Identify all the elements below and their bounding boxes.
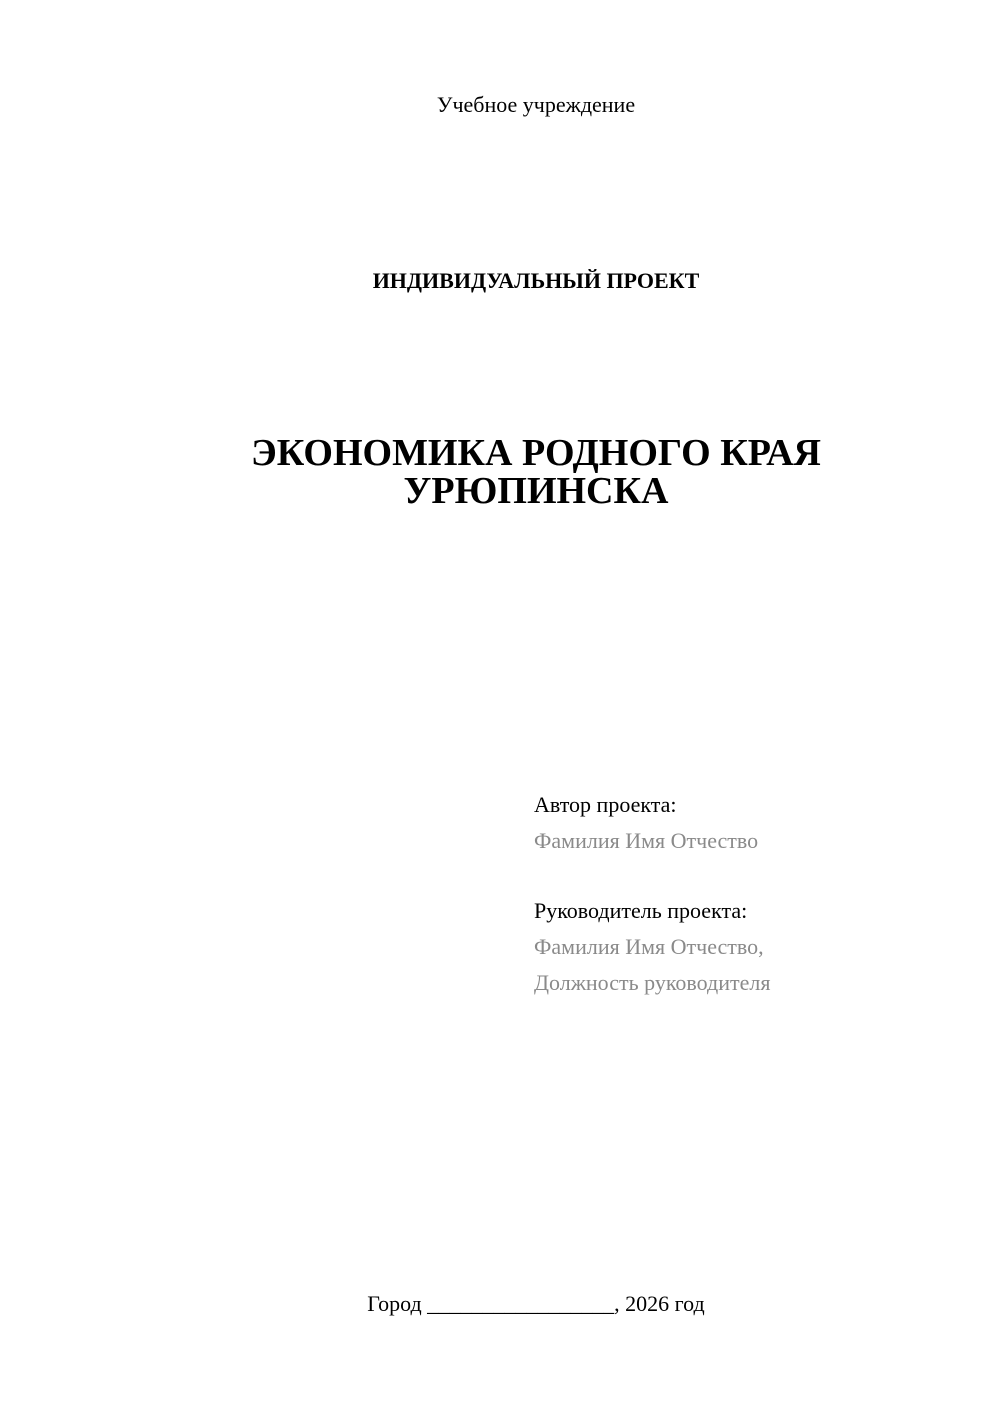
supervisor-block bbox=[534, 893, 974, 1001]
institution-name: Учебное учреждение bbox=[436, 92, 636, 117]
project-title bbox=[0, 434, 1000, 510]
author-name: Фамилия Имя Отчество bbox=[534, 828, 759, 853]
supervisor-label: Руководитель проекта: bbox=[534, 898, 748, 923]
author-block bbox=[534, 787, 974, 859]
author-label: Автор проекта: bbox=[534, 792, 677, 817]
supervisor-name: Фамилия Имя Отчество, bbox=[534, 934, 764, 959]
supervisor-position: Должность руководителя bbox=[534, 970, 771, 995]
project-title-line-1: ЭКОНОМИКА РОДНОГО КРАЯ bbox=[251, 432, 821, 474]
city-year-line: Город _________________, 2026 год bbox=[367, 1291, 705, 1316]
project-title-line-2: УРЮПИНСКА bbox=[403, 470, 669, 512]
project-type-heading: ИНДИВИДУАЛЬНЫЙ ПРОЕКТ bbox=[372, 268, 700, 293]
